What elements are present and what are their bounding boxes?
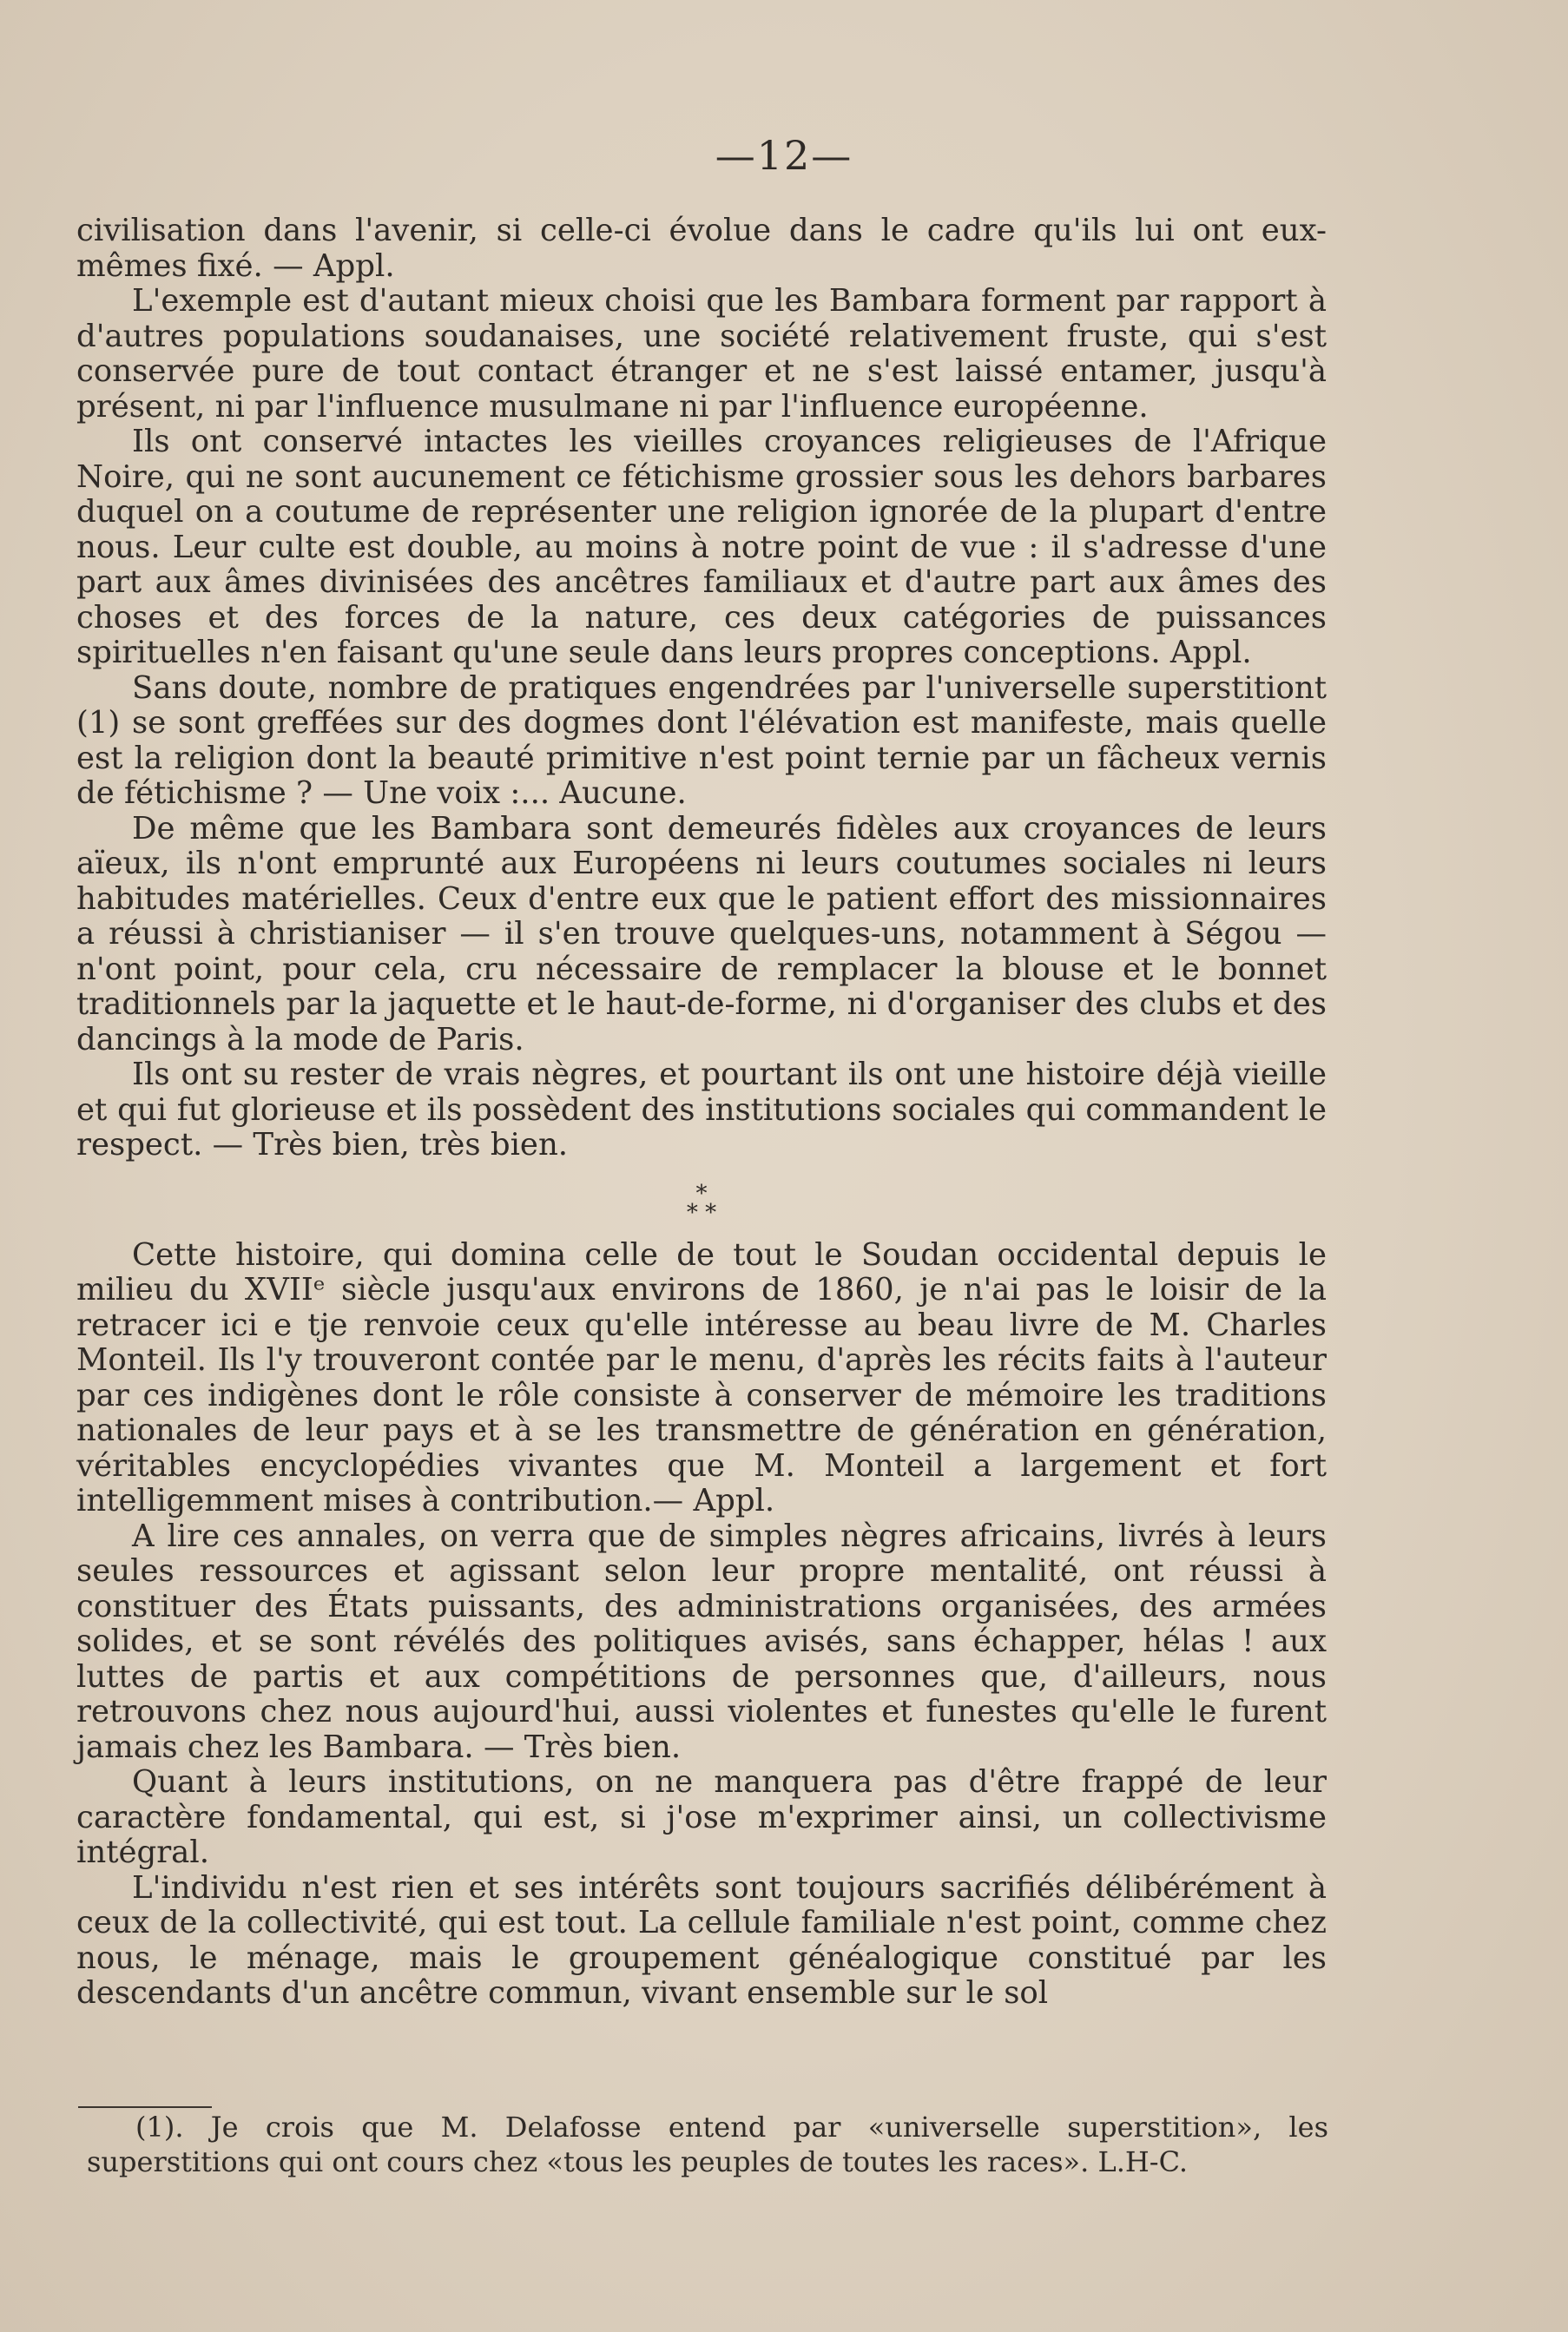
section-separator	[76, 1180, 1327, 1226]
paragraph: L'exemple est d'autant mieux choisi que les Bambara forment par rapport à d'autres populations soudanaises, une société relativement fruste, qui s'est conservée pure de tout contact étranger et ne s'est laissé entamer, jusqu'à présent, ni par l'influence musulmane ni par l'influence européenne.	[76, 283, 1327, 425]
body-text	[76, 214, 1327, 2012]
paragraph: De même que les Bambara sont demeurés fidèles aux croyances de leurs aïeux, ils n'ont emprunté aux Européens ni leurs coutumes sociales ni leurs habitudes matérielles. Ceux d'entre eux que le patient effort des missionnaires a réussi à christianiser — il s'en trouve quelques-uns, notamment à Ségou — n'ont point, pour cela, cru nécessaire de remplacer la blouse et le bonnet traditionnels par la jaquette et le haut-de-forme, ni d'organiser des clubs et des dancings à la mode de Paris.	[76, 810, 1327, 1057]
paragraph: L'individu n'est rien et ses intérêts sont toujours sacrifiés délibérément à ceux de la collectivité, qui est tout. La cellule familiale n'est point, comme chez nous, le ménage, mais le groupement généalogique constitué par les descendants d'un ancêtre commun, vivant ensemble sur le sol	[76, 1869, 1327, 2011]
page-number: —12—	[715, 132, 853, 179]
paragraph: Cette histoire, qui domina celle de tout le Soudan occidental depuis le milieu du XVIIᵉ siècle jusqu'aux environs de 1860, je n'ai pas le loisir de la retracer ici e tje renvoie ceux qu'elle intéresse au beau livre de M. Charles Monteil. Ils l'y trouveront contée par le menu, d'après les récits faits à l'auteur par ces indigènes dont le rôle consiste à conserver de mémoire les traditions nationales de leur pays et à se les transmettre de génération en génération, véritables encyclopédies vivantes que M. Monteil a largement et fort intelligemment mises à contribution.— Appl.	[76, 1236, 1327, 1518]
footnote: (1). Je crois que M. Delafosse entend par «universelle superstition», les superstitions qui ont cours chez «tous les peuples de toutes les races». L.H-C.	[87, 2111, 1328, 2178]
paragraph: A lire ces annales, on verra que de simples nègres africains, livrés à leurs seules ressources et agissant selon leur propre mentalité, ont réussi à constituer des États puissants, des administrations organisées, des armées solides, et se sont révélés des politiques avisés, sans échapper, hélas ! aux luttes de partis et aux compétitions de personnes que, d'ailleurs, nous retrouvons chez nous aujourd'hui, aussi violentes et funestes qu'elle le furent jamais chez les Bambara. — Très bien.	[76, 1518, 1327, 1765]
paragraph: Ils ont conservé intactes les vieilles croyances religieuses de l'Afrique Noire, qui ne sont aucunement ce fétichisme grossier sous les dehors barbares duquel on a coutume de représenter une religion ignorée de la plupart d'entre nous. Leur culte est double, au moins à notre point de vue : il s'adresse d'une part aux âmes divinisées des ancêtres familiaux et d'autre part aux âmes des choses et des forces de la nature, ces deux catégories de puissances spirituelles n'en faisant qu'une seule dans leurs propres conceptions. Appl.	[76, 424, 1327, 670]
paragraph: Ils ont su rester de vrais nègres, et pourtant ils ont une histoire déjà vieille et qui fut glorieuse et ils possèdent des institutions sociales qui commandent le respect. — Très bien, très bien.	[76, 1057, 1327, 1163]
paragraph: Sans doute, nombre de pratiques engendrées par l'universelle superstitiont (1) se sont greffées sur des dogmes dont l'élévation est manifeste, mais quelle est la religion dont la beauté primitive n'est point ternie par un fâcheux vernis de fétichisme ? — Une voix :... Aucune.	[76, 669, 1327, 811]
paragraph: Quant à leurs institutions, on ne manquera pas d'être frappé de leur caractère fondamental, qui est, si j'ose m'exprimer ainsi, un collectivisme intégral.	[76, 1764, 1327, 1870]
paragraph: civilisation dans l'avenir, si celle-ci évolue dans le cadre qu'ils lui ont eux-mêmes fixé. — Appl.	[76, 213, 1327, 284]
footnote-rule	[78, 2106, 212, 2108]
separator-bottom: * *	[686, 1199, 717, 1226]
separator-top: *	[695, 1180, 708, 1207]
